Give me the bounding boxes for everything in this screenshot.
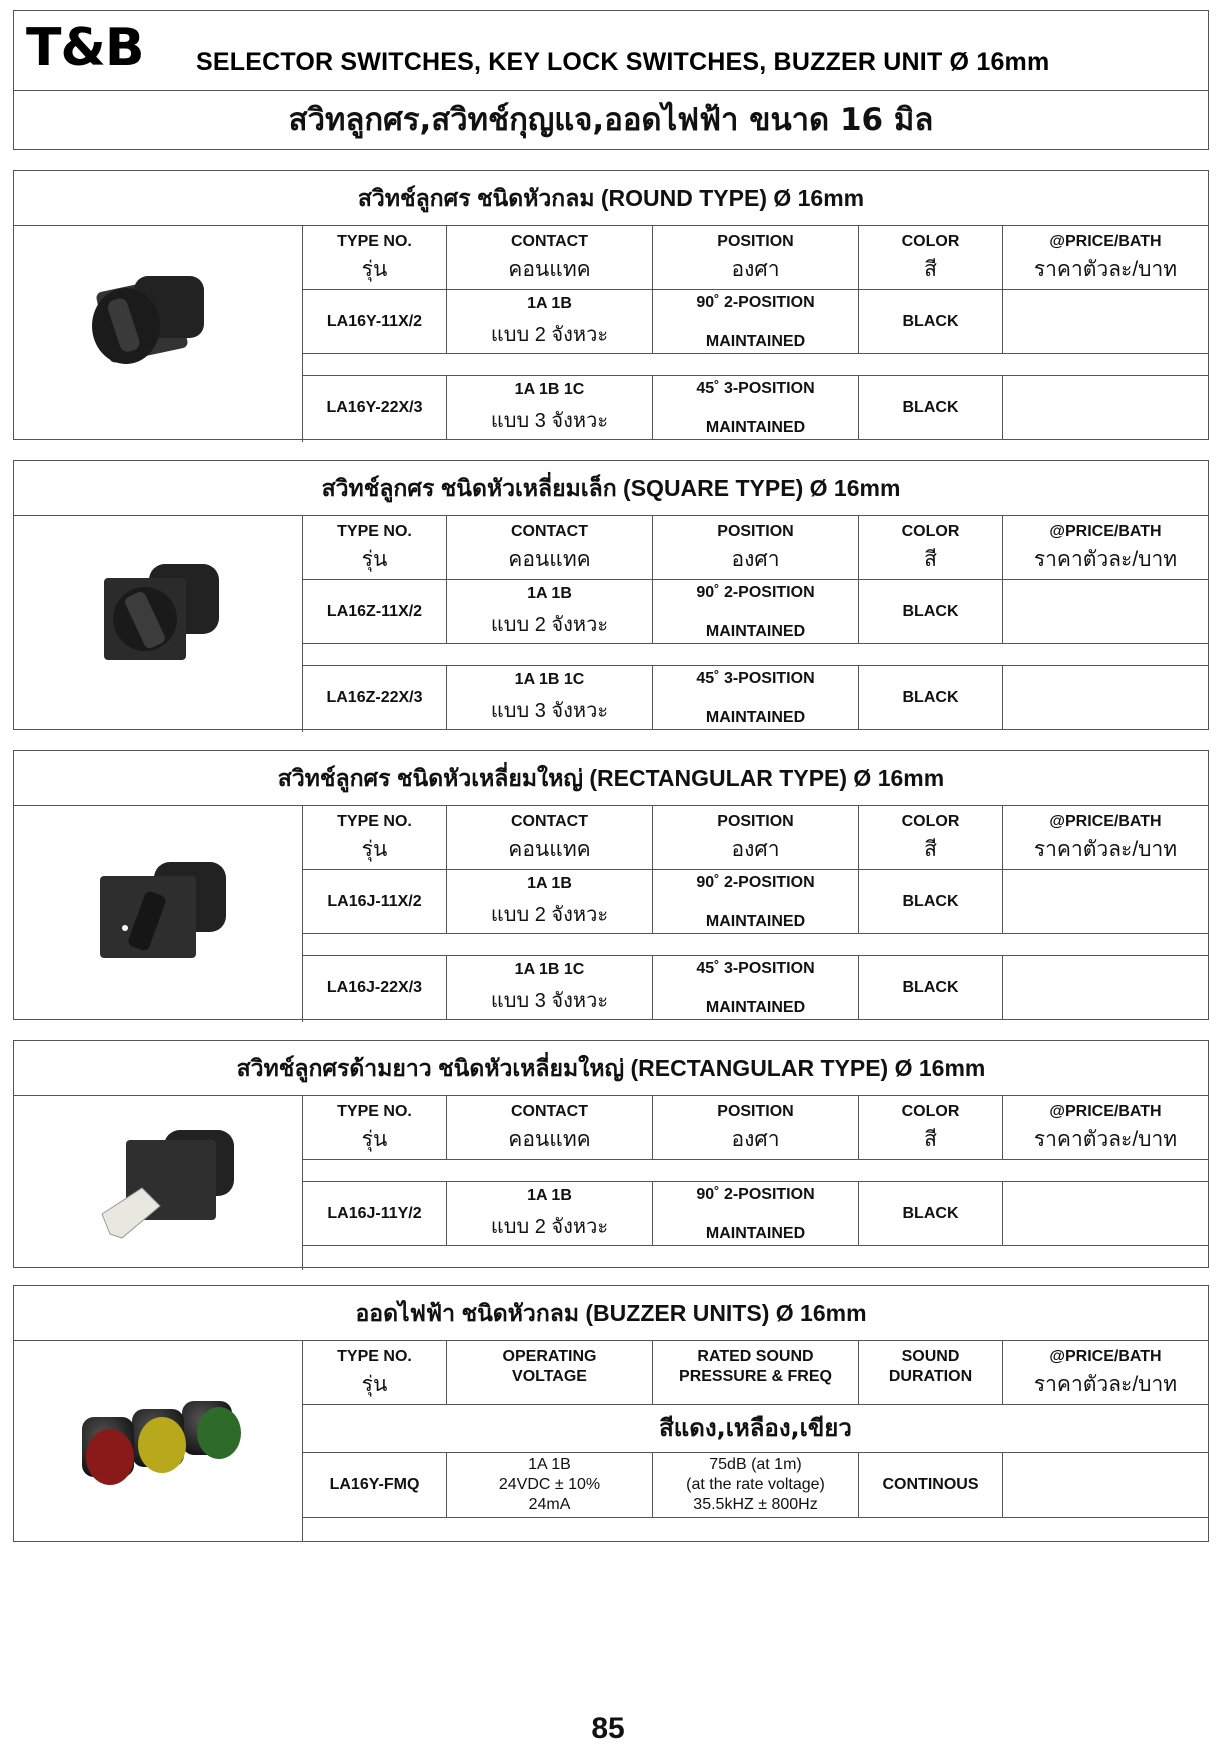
table-row (303, 580, 1208, 644)
col-color: COLOR (901, 813, 960, 830)
spacer-row (303, 1246, 1208, 1268)
product-image-cell (14, 1341, 303, 1542)
position-mode: MAINTAINED (705, 623, 806, 640)
header-row (303, 1096, 1208, 1160)
table-row (303, 956, 1208, 1020)
color-value: BLACK (902, 978, 959, 996)
header-row (303, 1341, 1208, 1405)
colors-text: สีแดง,เหลือง,เขียว (659, 1414, 852, 1442)
spacer-row (303, 1160, 1208, 1182)
sound-line-2: (at the rate voltage) (686, 1476, 825, 1493)
position-value: 90˚ 2-POSITION (696, 874, 815, 891)
position-mode: MAINTAINED (705, 709, 806, 726)
price-cell (1003, 376, 1208, 439)
buzzer-red (82, 1417, 134, 1485)
header-row (303, 516, 1208, 580)
price-cell (1003, 290, 1208, 353)
col-color: COLOR (901, 523, 960, 540)
table-row (303, 1182, 1208, 1246)
col-position: POSITION (717, 523, 794, 540)
col-type-th: รุ่น (361, 548, 388, 571)
sound-line-3: 35.5kHZ ± 800Hz (693, 1496, 818, 1513)
color-value: BLACK (902, 398, 959, 416)
section-title: สวิทช์ลูกศร ชนิดหัวกลม (ROUND TYPE) Ø 16mm (14, 171, 1208, 226)
section-title: สวิทช์ลูกศร ชนิดหัวเหลี่ยมเล็ก (SQUARE TYPE) Ø 16mm (14, 461, 1208, 516)
subheading: สวิทลูกศร,สวิทช์กุญแจ,ออดไฟฟ้า ขนาด 16 มิล (13, 90, 1209, 150)
col-contact: CONTACT (510, 1103, 589, 1120)
buzzer-yellow (132, 1409, 186, 1473)
color-value: BLACK (902, 1204, 959, 1222)
position-mode: MAINTAINED (705, 419, 806, 436)
section-title: ออดไฟฟ้า ชนิดหัวกลม (BUZZER UNITS) Ø 16mm (14, 1286, 1208, 1341)
col-contact: CONTACT (510, 523, 589, 540)
col-sound-1: RATED SOUND (697, 1348, 814, 1365)
position-mode: MAINTAINED (705, 333, 806, 350)
sound-line-1: 75dB (at 1m) (709, 1456, 802, 1473)
page-number: 85 (591, 1712, 625, 1745)
col-price-th: ราคาตัวละ/บาท (1033, 258, 1178, 281)
col-position: POSITION (717, 813, 794, 830)
contact-value: 1A 1B (527, 1187, 572, 1204)
col-voltage-2: VOLTAGE (512, 1368, 587, 1385)
position-value: 45˚ 3-POSITION (696, 960, 815, 977)
contact-value: 1A 1B (527, 295, 572, 312)
col-type-th: รุ่น (361, 1128, 388, 1151)
contact-value: 1A 1B 1C (514, 961, 585, 978)
colors-row (303, 1405, 1208, 1453)
spacer-row (303, 934, 1208, 956)
header-row (303, 226, 1208, 290)
type-no: LA16Z-11X/2 (326, 602, 423, 620)
col-color-th: สี (924, 548, 937, 571)
col-type-th: รุ่น (361, 838, 388, 861)
header-title: SELECTOR SWITCHES, KEY LOCK SWITCHES, BUZZER UNIT Ø 16mm (196, 48, 1050, 76)
contact-steps: แบบ 2 จังหวะ (490, 1216, 609, 1238)
price-cell (1003, 666, 1208, 729)
price-cell (1003, 1453, 1208, 1517)
table-row (303, 870, 1208, 934)
table-row (303, 666, 1208, 730)
col-price: @PRICE/BATH (1049, 1348, 1162, 1365)
position-mode: MAINTAINED (705, 999, 806, 1016)
type-no: LA16J-22X/3 (326, 978, 423, 996)
col-type: TYPE NO. (337, 1348, 412, 1365)
voltage-line-2: 24VDC ± 10% (498, 1476, 601, 1493)
col-price-th: ราคาตัวละ/บาท (1033, 1128, 1178, 1151)
color-value: BLACK (902, 688, 959, 706)
col-contact-th: คอนแทค (508, 258, 591, 281)
header-row (303, 806, 1208, 870)
col-price-th: ราคาตัวละ/บาท (1033, 1373, 1178, 1396)
col-type: TYPE NO. (337, 813, 412, 830)
col-price: @PRICE/BATH (1049, 233, 1162, 250)
col-position-th: องศา (731, 548, 780, 571)
contact-steps: แบบ 2 จังหวะ (490, 614, 609, 636)
contact-value: 1A 1B 1C (514, 671, 585, 688)
product-image-cell (14, 226, 303, 442)
col-contact: CONTACT (510, 233, 589, 250)
col-price: @PRICE/BATH (1049, 523, 1162, 540)
col-color-th: สี (924, 258, 937, 281)
type-no: LA16Y-11X/2 (326, 312, 423, 330)
section-title: สวิทช์ลูกศรด้ามยาว ชนิดหัวเหลี่ยมใหญ่ (RECTANGULAR TYPE) Ø 16mm (14, 1041, 1208, 1096)
position-value: 90˚ 2-POSITION (696, 584, 815, 601)
product-image-cell (14, 1096, 303, 1270)
buzzer-green (182, 1401, 241, 1459)
col-position: POSITION (717, 233, 794, 250)
type-no: LA16Y-22X/3 (326, 398, 423, 416)
product-image-cell (14, 516, 303, 732)
position-value: 45˚ 3-POSITION (696, 380, 815, 397)
col-price-th: ราคาตัวละ/บาท (1033, 548, 1178, 571)
section-title: สวิทช์ลูกศร ชนิดหัวเหลี่ยมใหญ่ (RECTANGULAR TYPE) Ø 16mm (14, 751, 1208, 806)
contact-steps: แบบ 2 จังหวะ (490, 324, 609, 346)
col-contact-th: คอนแทค (508, 838, 591, 861)
col-duration-1: SOUND (901, 1348, 960, 1365)
col-contact-th: คอนแทค (508, 1128, 591, 1151)
position-value: 90˚ 2-POSITION (696, 294, 815, 311)
rect-long-switch-image (14, 1096, 303, 1270)
switch-section (13, 170, 1209, 440)
col-color: COLOR (901, 1103, 960, 1120)
rect-switch-image (14, 806, 303, 1022)
col-position-th: องศา (731, 838, 780, 861)
product-image-cell (14, 806, 303, 1022)
col-price-th: ราคาตัวละ/บาท (1033, 838, 1178, 861)
col-type-th: รุ่น (361, 1373, 388, 1396)
col-duration-2: DURATION (888, 1368, 973, 1385)
type-no: LA16Y-FMQ (329, 1476, 420, 1493)
buzzer-section (13, 1285, 1209, 1542)
color-value: BLACK (902, 602, 959, 620)
price-cell (1003, 580, 1208, 643)
contact-steps: แบบ 3 จังหวะ (490, 990, 609, 1012)
type-no: LA16Z-22X/3 (326, 688, 423, 706)
color-value: BLACK (902, 892, 959, 910)
col-color-th: สี (924, 1128, 937, 1151)
col-type-th: รุ่น (361, 258, 388, 281)
col-voltage-1: OPERATING (502, 1348, 597, 1365)
col-price: @PRICE/BATH (1049, 813, 1162, 830)
switch-section (13, 460, 1209, 730)
contact-value: 1A 1B (527, 585, 572, 602)
col-color: COLOR (901, 233, 960, 250)
voltage-line-1: 1A 1B (528, 1456, 571, 1473)
col-position: POSITION (717, 1103, 794, 1120)
contact-steps: แบบ 2 จังหวะ (490, 904, 609, 926)
sound-duration: CONTINOUS (882, 1476, 979, 1493)
col-sound-2: PRESSURE & FREQ (679, 1368, 832, 1385)
col-contact: CONTACT (510, 813, 589, 830)
col-contact-th: คอนแทค (508, 548, 591, 571)
col-type: TYPE NO. (337, 1103, 412, 1120)
col-position-th: องศา (731, 1128, 780, 1151)
square-switch-image (14, 516, 303, 732)
buzzer-image (14, 1341, 303, 1542)
spacer-row (303, 644, 1208, 666)
round-switch-image (14, 226, 303, 442)
switch-section (13, 1040, 1209, 1268)
position-mode: MAINTAINED (705, 913, 806, 930)
brand-logo: T&B (26, 18, 144, 78)
type-no: LA16J-11Y/2 (327, 1204, 422, 1222)
voltage-line-3: 24mA (528, 1496, 571, 1513)
position-mode: MAINTAINED (705, 1225, 806, 1242)
spacer-row (303, 354, 1208, 376)
position-value: 90˚ 2-POSITION (696, 1186, 815, 1203)
price-cell (1003, 870, 1208, 933)
col-price: @PRICE/BATH (1049, 1103, 1162, 1120)
contact-value: 1A 1B 1C (514, 381, 585, 398)
price-cell (1003, 956, 1208, 1019)
table-row (303, 376, 1208, 440)
col-color-th: สี (924, 838, 937, 861)
contact-value: 1A 1B (527, 875, 572, 892)
contact-steps: แบบ 3 จังหวะ (490, 410, 609, 432)
type-no: LA16J-11X/2 (327, 892, 422, 910)
contact-steps: แบบ 3 จังหวะ (490, 700, 609, 722)
switch-section (13, 750, 1209, 1020)
table-row (303, 1453, 1208, 1518)
price-cell (1003, 1182, 1208, 1245)
color-value: BLACK (902, 312, 959, 330)
col-type: TYPE NO. (337, 523, 412, 540)
col-type: TYPE NO. (337, 233, 412, 250)
table-row (303, 290, 1208, 354)
col-position-th: องศา (731, 258, 780, 281)
position-value: 45˚ 3-POSITION (696, 670, 815, 687)
